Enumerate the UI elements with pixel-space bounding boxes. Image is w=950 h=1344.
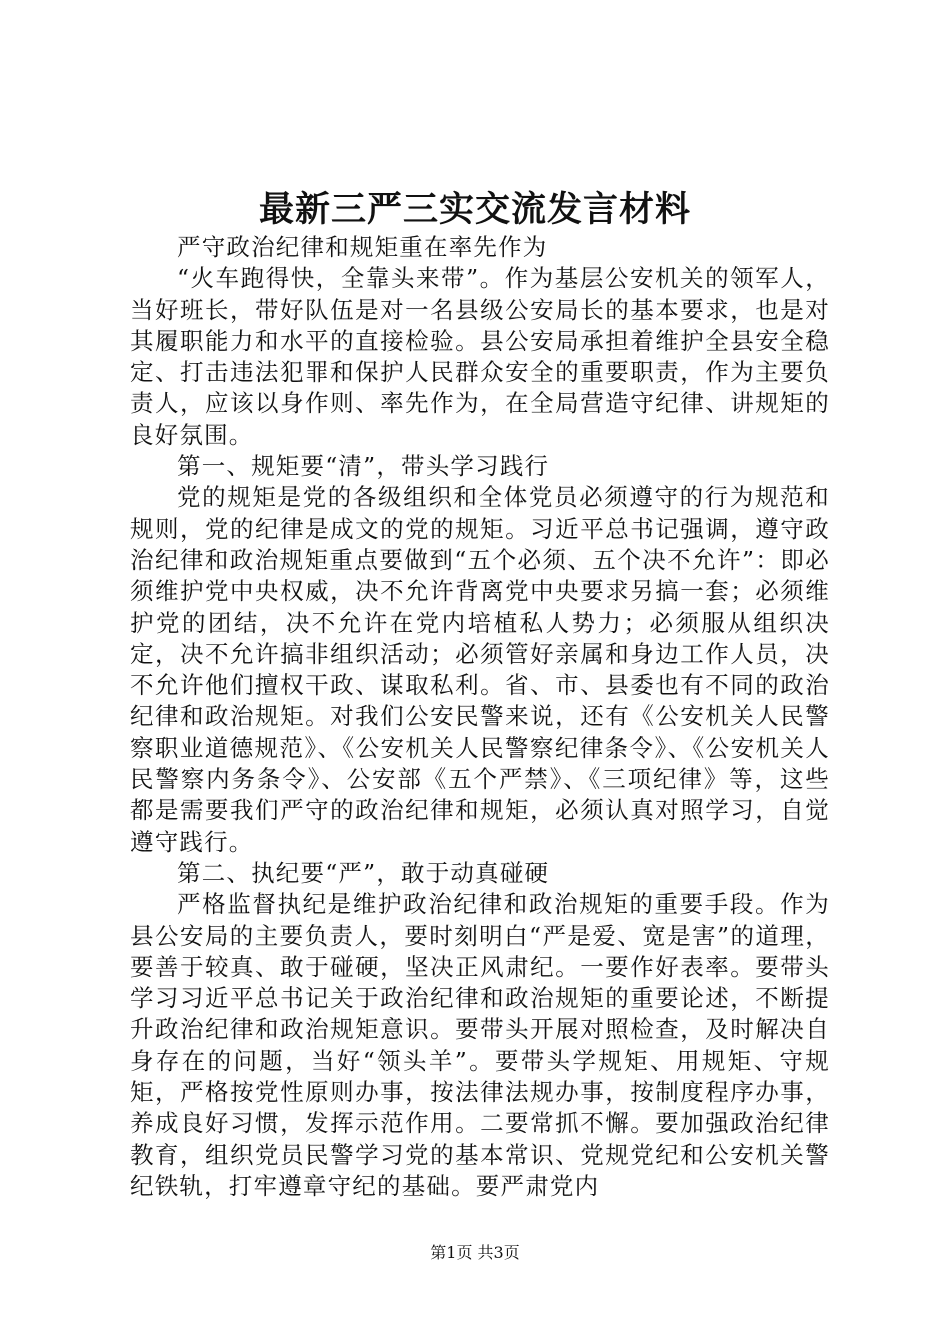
page-number-footer: 第1页 共3页 [430,1243,520,1262]
section-heading: 第一、规矩要“清”，带头学习践行 [177,452,550,481]
document-body [130,232,830,1202]
section-heading: 严守政治纪律和规矩重在率先作为 [177,233,548,261]
body-paragraph: “火车跑得快，全靠头来带”。作为基层公安机关的领军人，当好班长，带好队伍是对一名县级公安局长的基本要求，也是对其履职能力和水平的直接检验。县公安局承担着维护全县安全稳定、打击违法犯罪和保护人民群众安全的重要职责，作为主要负责人，应该以身作则、率先作为，在全局营造守纪律、讲规矩的良好氛围。 [130,264,830,449]
document-title: 最新三严三实交流发言材料 [258,189,691,230]
section-heading: 第二、执纪要“严”，敢于动真碰硬 [177,858,550,887]
body-paragraph: 严格监督执纪是维护政治纪律和政治规矩的重要手段。作为县公安局的主要负责人，要时刻明白“严是爱、宽是害”的道理，要善于较真、敢于碰硬，坚决正风肃纪。一要作好表率。要带头学习习近平总书记关于政治纪律和政治规矩的重要论述，不断提升政治纪律和政治规矩意识。要带头开展对照检查，及时解决自身存在的问题，当好“领头羊”。要带头学规矩、用规矩、守规矩，严格按党性原则办事，按法律法规办事，按制度程序办事，养成良好习惯，发挥示范作用。二要常抓不懈。要加强政治纪律教育，组织党员民警学习党的基本常识、党规党纪和公安机关警纪铁轨，打牢遵章守纪的基础。要严肃党内 [130,890,830,1200]
body-paragraph: 党的规矩是党的各级组织和全体党员必须遵守的行为规范和规则，党的纪律是成文的党的规矩。习近平总书记强调，遵守政治纪律和政治规矩重点要做到“五个必须、五个决不允许”：即必须维护党中央权威，决不允许背离党中央要求另搞一套；必须维护党的团结，决不允许在党内培植私人势力；必须服从组织决定，决不允许搞非组织活动；必须管好亲属和身边工作人员，决不允许他们擅权干政、谋取私利。省、市、县委也有不同的政治纪律和政治规矩。对我们公安民警来说，还有《公安机关人民警察职业道德规范》、《公安机关人民警察纪律条令》、《公安机关人民警察内务条令》、公安部《五个严禁》、《三项纪律》等，这些都是需要我们严守的政治纪律和规矩，必须认真对照学习，自觉遵守践行。 [130,483,830,856]
